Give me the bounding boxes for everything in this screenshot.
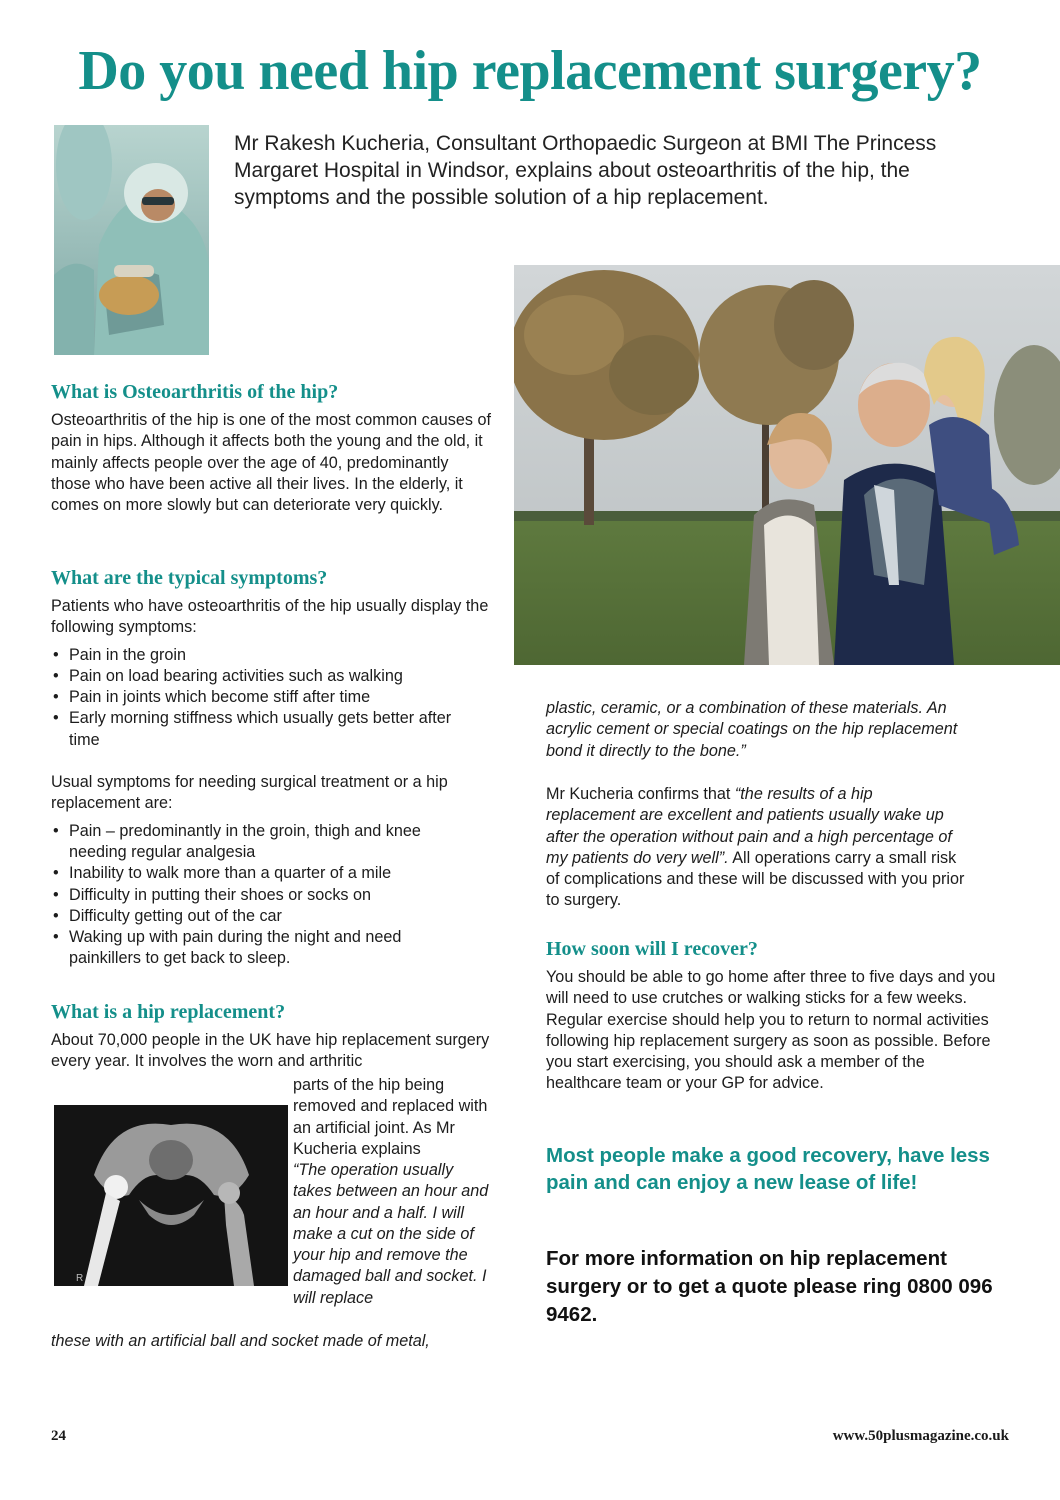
surgical-symptoms-intro: Usual symptoms for needing surgical treatment or a hip replacement are: [51, 773, 448, 813]
recovery-paragraph: You should be able to go home after three to five days and you will need to use crutches or walking sticks for a few weeks. Regular exercise should help you to return to normal activities following hip replacement surgery as soon as possible. Before you start exercising, you should ask a member of the healthcare team or your GP for advice. [546, 968, 996, 1093]
surgeon-quote-part3: plastic, ceramic, or a combination of these materials. An acrylic cement or special coatings on the hip replacement bond it directly to the bone.” [546, 699, 958, 760]
section-heading-osteoarthritis: What is Osteoarthritis of the hip? [51, 381, 339, 403]
results-intro: Mr Kucheria confirms that [546, 785, 731, 803]
surgeon-quote-part1: “The operation usually takes between an hour and an hour and a half. I will make a cut on the side of your hip and remove the damaged ball and socket. I will replace [293, 1161, 489, 1307]
website-link[interactable]: www.50plusmagazine.co.uk [832, 1428, 1009, 1444]
symptoms-intro: Patients who have osteoarthritis of the hip usually display the following symptoms: [51, 597, 489, 637]
family-photo [514, 265, 1060, 665]
hip-replacement-continued: parts of the hip being removed and replaced with an artificial joint. As Mr Kucheria explains [293, 1076, 488, 1158]
hip-replacement-paragraph: About 70,000 people in the UK have hip replacement surgery every year. It involves the worn and arthritic [51, 1031, 490, 1071]
section-heading-symptoms: What are the typical symptoms? [51, 567, 328, 589]
list-item: • Pain in the groin [51, 645, 491, 666]
list-item: • Inability to walk more than a quarter of a mile [51, 863, 491, 884]
hip-xray-image [54, 1105, 288, 1286]
results-quote: “the results of a hip replacement are excellent and patients usually wake up after the operation without pain and a high percentage of my patients do very well”. [546, 785, 952, 867]
page-title: Do you need hip replacement surgery? [78, 40, 982, 102]
intro-paragraph: Mr Rakesh Kucheria, Consultant Orthopaedic Surgeon at BMI The Princess Margaret Hospital in Windsor, explains about osteoarthritis of the hip, the symptoms and the possible solution of a hip replacement. [234, 132, 937, 209]
xray-marker: R [76, 1273, 84, 1284]
surgeon-quote-part2: these with an artificial ball and socket made of metal, [51, 1332, 430, 1350]
list-item: • Waking up with pain during the night and need painkillers to get back to sleep. [51, 927, 491, 970]
results-paragraph [546, 784, 966, 912]
contact-info: For more information on hip replacement surgery or to get a quote please ring 0800 096 9462. [546, 1247, 993, 1326]
osteoarthritis-paragraph: Osteoarthritis of the hip is one of the most common causes of pain in hips. Although it affects both the young and the old, it mainly affects people over the age of 40, predominantly those who have been active all their lives. In the elderly, it comes on more slowly but can deteriorate very quickly. [51, 411, 491, 515]
list-item: • Pain on load bearing activities such as walking [51, 666, 491, 687]
surgeon-photo [54, 125, 209, 355]
page-number: 24 [51, 1428, 66, 1444]
recovery-callout: Most people make a good recovery, have less pain and can enjoy a new lease of life! [546, 1144, 990, 1194]
list-item: • Pain – predominantly in the groin, thigh and knee needing regular analgesia [51, 821, 491, 864]
list-item: • Pain in joints which become stiff after time [51, 687, 491, 708]
section-heading-hip-replacement: What is a hip replacement? [51, 1001, 286, 1023]
list-item: • Difficulty in putting their shoes or socks on [51, 885, 491, 906]
list-item: • Early morning stiffness which usually gets better after time [51, 708, 491, 751]
section-heading-recovery: How soon will I recover? [546, 938, 758, 960]
symptoms-list [51, 645, 491, 751]
surgical-symptoms-list [51, 821, 491, 970]
list-item: • Difficulty getting out of the car [51, 906, 491, 927]
results-risk: All operations carry a small risk of complications and these will be discussed with you prior to surgery. [546, 848, 965, 910]
